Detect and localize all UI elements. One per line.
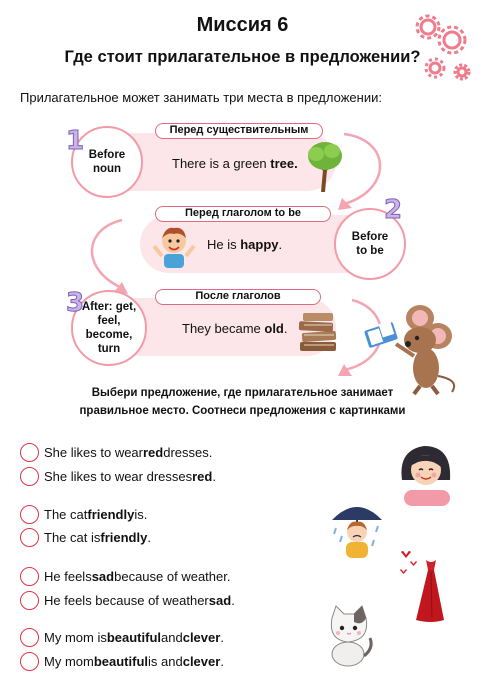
radio-button[interactable] bbox=[20, 528, 39, 547]
page-title: Миссия 6 bbox=[196, 14, 289, 36]
option-5[interactable]: He feels sad because of weather. bbox=[20, 566, 230, 586]
mouse-icon bbox=[362, 300, 462, 396]
radio-button[interactable] bbox=[20, 505, 39, 524]
rule-number-2: 2 bbox=[384, 195, 403, 225]
radio-button[interactable] bbox=[20, 628, 39, 647]
rule-number-3: 3 bbox=[66, 288, 85, 318]
rule-sentence-2: He is happy. bbox=[207, 237, 283, 252]
rule-circle-after-verbs: After: get, feel, become, turn bbox=[71, 290, 147, 366]
sad-girl-umbrella-icon bbox=[328, 500, 386, 560]
option-3[interactable]: The cat friendly is. bbox=[20, 504, 147, 524]
rule-header-2: Перед глаголом to be bbox=[155, 206, 331, 222]
option-4[interactable]: The cat is friendly . bbox=[20, 527, 151, 547]
rule-number-1: 1 bbox=[66, 126, 85, 156]
intro-text: Прилагательное может занимать три места в предложении: bbox=[20, 90, 382, 105]
red-dress-icon bbox=[398, 548, 448, 624]
gears-icon bbox=[410, 10, 474, 84]
cat-icon bbox=[324, 604, 374, 668]
radio-button[interactable] bbox=[20, 443, 39, 462]
tree-icon bbox=[305, 140, 345, 192]
page-subtitle: Где стоит прилагательное в предложении? bbox=[64, 48, 421, 66]
rule-header-1: Перед существительным bbox=[155, 123, 323, 139]
rule-header-3: После глаголов bbox=[155, 289, 321, 305]
woman-icon bbox=[394, 440, 460, 506]
rule-circle-before-to-be: Before to be bbox=[334, 208, 406, 280]
option-7[interactable]: My mom is beautiful and clever . bbox=[20, 627, 224, 647]
option-8[interactable]: My mom beautiful is and clever . bbox=[20, 651, 224, 671]
option-1[interactable]: She likes to wear red dresses. bbox=[20, 442, 212, 462]
rule-sentence-3: They became old. bbox=[182, 321, 288, 336]
option-2[interactable]: She likes to wear dresses red . bbox=[20, 466, 216, 486]
radio-button[interactable] bbox=[20, 591, 39, 610]
option-6[interactable]: He feels because of weather sad . bbox=[20, 590, 235, 610]
rule-sentence-1: There is a green tree. bbox=[172, 156, 298, 171]
radio-button[interactable] bbox=[20, 467, 39, 486]
rule-circle-before-noun: Before noun bbox=[71, 126, 143, 198]
radio-button[interactable] bbox=[20, 567, 39, 586]
books-icon bbox=[296, 310, 340, 354]
instruction-text: Выбери предложение, где прилагательное занимает правильное место. Соотнеси предложения с картинками bbox=[79, 387, 406, 417]
boy-icon bbox=[152, 222, 196, 272]
radio-button[interactable] bbox=[20, 652, 39, 671]
